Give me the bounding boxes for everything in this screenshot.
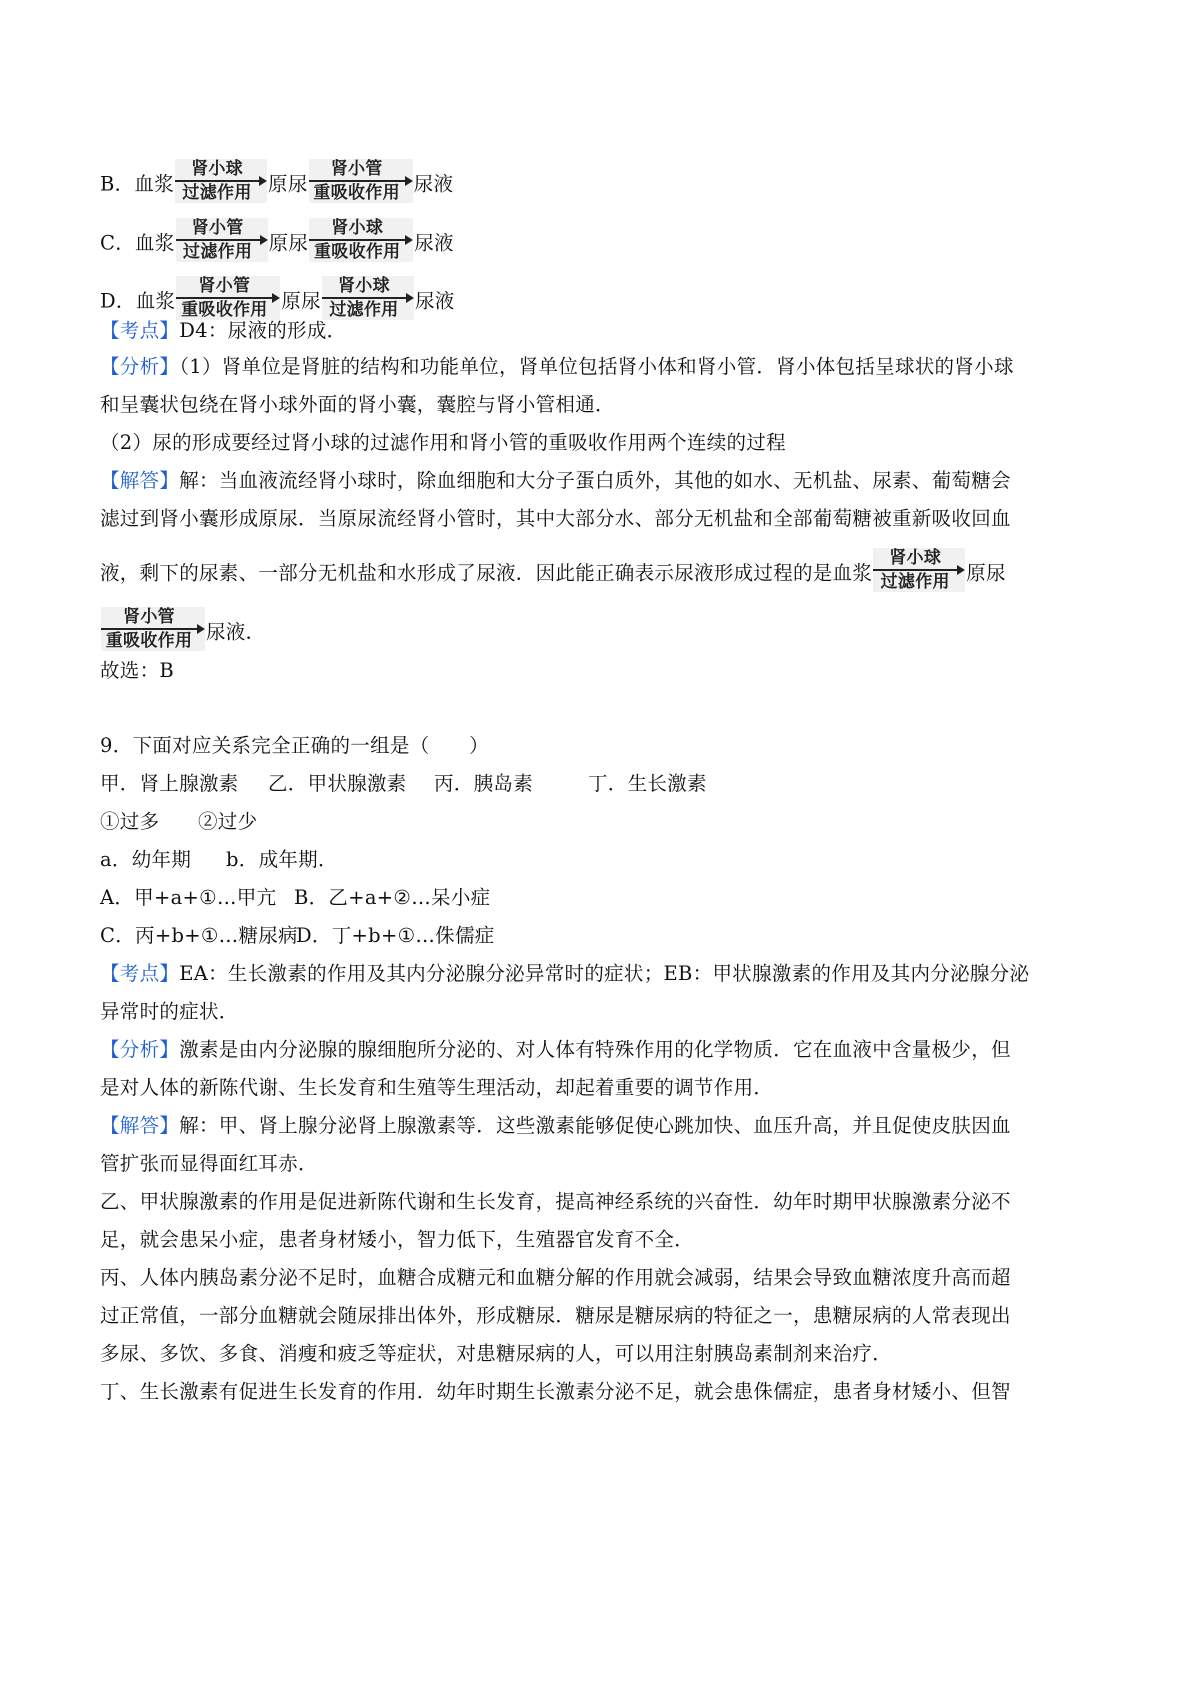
q8-jieda-line-2: 滤过到肾小囊形成原尿．当原尿流经肾小管时，其中大部分水、部分无机盐和全部葡萄糖被重新吸收回血 — [100, 507, 1011, 530]
secretion-2: ②过少 — [198, 810, 258, 833]
q8-fenxi-line-3: （2）尿的形成要经过肾小球的过滤作用和肾小管的重吸收作用两个连续的过程 — [100, 431, 786, 454]
jieda-end: 原尿 — [966, 561, 1006, 585]
arrow-bottom-label: 过滤作用 — [182, 183, 252, 203]
arrow-bottom-label: 重吸收作用 — [313, 183, 400, 203]
hormone-2: 乙．甲状腺激素 — [268, 772, 407, 795]
q9-jieda-line-7: 多尿、多饮、多食、消瘦和疲乏等症状，对患糖尿病的人，可以用注射胰岛素制剂来治疗． — [100, 1342, 893, 1365]
fenxi-text: 激素是由内分泌腺的腺细胞所分泌的、对人体有特殊作用的化学物质．它在血液中含量极少，但 — [179, 1038, 1011, 1061]
option-b[interactable] — [100, 159, 1100, 207]
q8-jieda-line-1 — [100, 468, 1100, 494]
reaction-arrow — [175, 159, 267, 203]
reaction-arrow — [873, 548, 965, 592]
q9-kaodian-line-1 — [100, 961, 1100, 987]
hormone-4: 丁．生长激素 — [588, 772, 707, 795]
kaodian-tag: 【考点】 — [100, 319, 180, 342]
period-2: b．成年期． — [226, 848, 338, 871]
q9-stem: 9．下面对应关系完全正确的一组是（ ） — [100, 734, 489, 757]
q9-fenxi-line-2: 是对人体的新陈代谢、生长发育和生殖等生理活动，却起着重要的调节作用． — [100, 1076, 774, 1099]
q9-periods — [100, 847, 1100, 873]
q9-option-b[interactable]: B．乙+a+②…呆小症 — [294, 886, 491, 909]
arrow-bottom-label: 重吸收作用 — [313, 242, 401, 262]
jieda-tag: 【解答】 — [100, 469, 180, 492]
q9-hormones — [100, 771, 1100, 797]
reaction-arrow — [322, 276, 414, 320]
q9-jieda-line-8: 丁、生长激素有促进生长发育的作用．幼年时期生长激素分泌不足，就会患侏儒症，患者身材矮小、但智 — [100, 1380, 1011, 1403]
q9-jieda-line-5: 丙、人体内胰岛素分泌不足时，血糖合成糖元和血糖分解的作用就会减弱，结果会导致血糖浓度升高而超 — [100, 1266, 1011, 1289]
q9-jieda-line-6: 过正常值，一部分血糖就会随尿排出体外，形成糖尿．糖尿是糖尿病的特征之一，患糖尿病的人常表现出 — [100, 1304, 1011, 1327]
arrow-bottom-label: 重吸收作用 — [181, 300, 268, 320]
option-end: 尿液 — [414, 231, 454, 255]
arrow-top-label: 肾小管 — [123, 607, 175, 627]
q9-kaodian-line-2: 异常时的症状． — [100, 1000, 239, 1023]
option-end: 尿液 — [413, 172, 454, 196]
fenxi-tag: 【分析】 — [100, 355, 180, 378]
q8-kaodian — [100, 318, 1100, 344]
q8-answer: 故选：B — [100, 659, 175, 682]
q9-options-cd — [100, 923, 1100, 949]
arrow-top-label: 肾小球 — [191, 159, 243, 179]
arrow-bottom-label: 过滤作用 — [329, 300, 399, 320]
fenxi-text: （1）肾单位是肾脏的结构和功能单位，肾单位包括肾小体和肾小管．肾小体包括呈球状的肾小球 — [179, 355, 1014, 378]
option-mid: 原尿 — [268, 231, 309, 255]
hormone-3: 丙．胰岛素 — [434, 772, 534, 795]
arrow-top-label: 肾小管 — [198, 276, 251, 296]
q9-option-a[interactable]: A．甲+a+①…甲亢 — [100, 886, 277, 909]
q8-fenxi-line-2: 和呈囊状包绕在肾小球外面的肾小囊，囊腔与肾小管相通． — [100, 393, 615, 416]
q9-option-d[interactable]: D．丁+b+①…侏儒症 — [296, 924, 495, 947]
kaodian-tag: 【考点】 — [100, 962, 180, 985]
reaction-arrow — [176, 218, 268, 262]
jieda-text: 解：当血液流经肾小球时，除血细胞和大分子蛋白质外，其他的如水、无机盐、尿素、葡萄糖会 — [179, 469, 1011, 492]
option-end: 尿液 — [414, 289, 455, 313]
arrow-top-label: 肾小球 — [338, 276, 390, 296]
arrow-top-label: 肾小管 — [191, 218, 244, 238]
q8-jieda-line-4 — [100, 607, 1100, 655]
reaction-arrow — [176, 276, 280, 320]
option-label: D．血浆 — [100, 289, 176, 313]
secretion-1: ①过多 — [100, 810, 160, 833]
option-label: C．血浆 — [100, 231, 175, 255]
kaodian-text: EA：生长激素的作用及其内分泌腺分泌异常时的症状；EB：甲状腺激素的作用及其内分泌腺分泌 — [179, 962, 1030, 985]
arrow-bottom-label: 过滤作用 — [183, 242, 253, 262]
q8-fenxi-line-1 — [100, 354, 1100, 380]
option-mid: 原尿 — [268, 172, 308, 196]
hormone-1: 甲．肾上腺激素 — [100, 772, 239, 795]
q9-fenxi-line-1 — [100, 1037, 1100, 1063]
option-mid: 原尿 — [281, 289, 321, 313]
q9-jieda-line-1 — [100, 1113, 1100, 1139]
q9-jieda-line-2: 管扩张而显得面红耳赤． — [100, 1152, 318, 1175]
q9-secretion — [100, 809, 1100, 835]
reaction-arrow — [101, 607, 205, 651]
q9-option-c[interactable]: C．丙+b+①…糖尿病 — [100, 924, 298, 947]
fenxi-tag: 【分析】 — [100, 1038, 180, 1061]
q9-jieda-line-4: 足，就会患呆小症，患者身材矮小，智力低下，生殖器官发育不全． — [100, 1228, 695, 1251]
reaction-arrow — [309, 159, 413, 203]
kaodian-text: D4：尿液的形成． — [179, 319, 347, 342]
jieda-tag: 【解答】 — [100, 1114, 180, 1137]
reaction-arrow — [309, 218, 413, 262]
arrow-top-label: 肾小球 — [331, 218, 384, 238]
option-c[interactable] — [100, 218, 1100, 266]
option-label: B．血浆 — [100, 172, 175, 196]
arrow-top-label: 肾小球 — [889, 548, 942, 568]
jieda-text: 解：甲、肾上腺分泌肾上腺激素等．这些激素能够促使心跳加快、血压升高，并且促使皮肤因血 — [179, 1114, 1011, 1137]
jieda-end: 尿液． — [206, 620, 266, 644]
period-1: a．幼年期 — [100, 848, 192, 871]
arrow-bottom-label: 重吸收作用 — [105, 631, 193, 651]
arrow-bottom-label: 过滤作用 — [880, 572, 950, 592]
q9-options-ab — [100, 885, 1100, 911]
arrow-top-label: 肾小管 — [330, 159, 383, 179]
jieda-text: 液，剩下的尿素、一部分无机盐和水形成了尿液．因此能正确表示尿液形成过程的是血浆 — [100, 561, 873, 585]
q8-jieda-line-3 — [100, 548, 1100, 596]
q9-jieda-line-3: 乙、甲状腺激素的作用是促进新陈代谢和生长发育，提高神经系统的兴奋性．幼年时期甲状腺激素分泌不 — [100, 1190, 1011, 1213]
